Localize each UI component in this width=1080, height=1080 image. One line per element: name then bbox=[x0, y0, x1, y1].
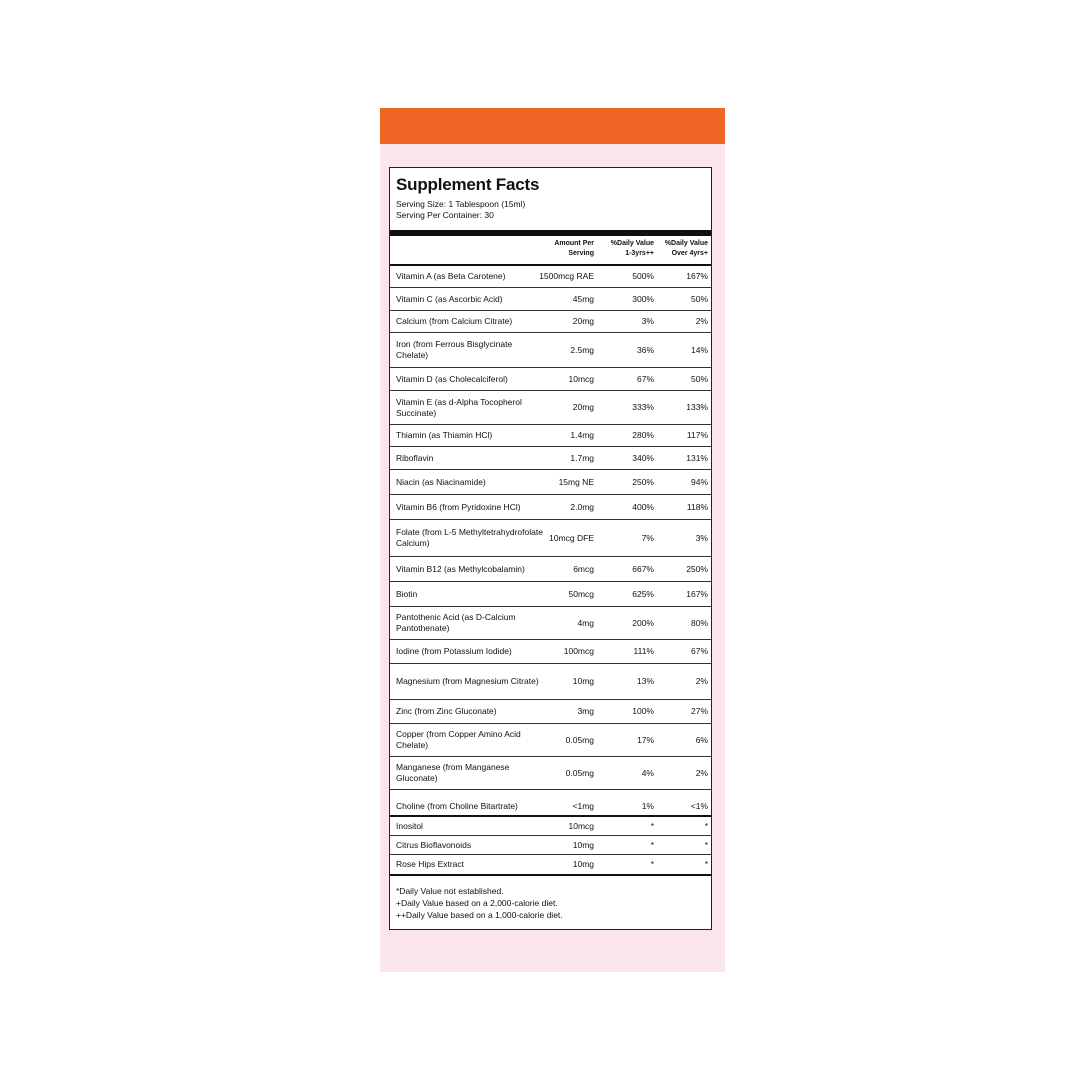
cell-dv2: * bbox=[704, 859, 708, 869]
table-row bbox=[390, 495, 711, 520]
cell-amount: 10mg bbox=[572, 676, 594, 686]
cell-dv2: 27% bbox=[690, 706, 708, 716]
cell-dv2: 250% bbox=[686, 563, 708, 574]
cell-dv1: 7% bbox=[641, 532, 654, 543]
footnote-divider bbox=[390, 874, 711, 876]
cell-name: Copper (from Copper Amino Acid Chelate) bbox=[396, 729, 521, 750]
table-row bbox=[390, 557, 711, 582]
cell-dv1: 280% bbox=[632, 430, 654, 440]
cell-amount: 100mcg bbox=[563, 646, 594, 656]
footnote-3: ++Daily Value based on a 1,000-calorie diet. bbox=[396, 910, 563, 920]
cell-name: Vitamin D (as Cholecalciferol) bbox=[396, 373, 508, 384]
cell-dv1: 13% bbox=[636, 676, 654, 686]
cell-amount: 0.05mg bbox=[565, 767, 594, 778]
cell-dv1: 17% bbox=[636, 734, 654, 745]
cell-dv1: 250% bbox=[632, 476, 654, 487]
cell-name: Magnesium (from Magnesium Citrate) bbox=[396, 676, 539, 686]
cell-name: Manganese (from Manganese Gluconate) bbox=[396, 762, 510, 783]
cell-dv1: 3% bbox=[641, 316, 654, 326]
table-row bbox=[390, 607, 711, 640]
header-dv1-line2: 1-3yrs++ bbox=[625, 250, 654, 257]
cell-dv1: 625% bbox=[632, 588, 654, 599]
cell-name: Vitamin E (as d-Alpha Tocopherol Succinate) bbox=[396, 396, 522, 418]
table-row bbox=[390, 520, 711, 557]
cell-dv2: 94% bbox=[690, 476, 708, 487]
cell-dv2: * bbox=[704, 820, 708, 831]
cell-amount: 3mg bbox=[577, 706, 594, 716]
footnote-1: *Daily Value not established. bbox=[396, 886, 504, 896]
cell-dv1: 67% bbox=[636, 373, 654, 384]
cell-amount: 4mg bbox=[577, 617, 594, 628]
table-row bbox=[390, 425, 711, 447]
cell-amount: 6mcg bbox=[573, 563, 594, 574]
cell-dv2: 2% bbox=[695, 676, 708, 686]
cell-amount: 1.7mg bbox=[570, 452, 594, 463]
cell-dv1: * bbox=[650, 859, 654, 869]
cell-dv1: 111% bbox=[633, 646, 654, 656]
table-row bbox=[390, 470, 711, 495]
cell-dv2: 2% bbox=[695, 316, 708, 326]
cell-dv2: <1% bbox=[690, 800, 708, 811]
cell-amount: 0.05mg bbox=[565, 734, 594, 745]
cell-amount: 45mg bbox=[572, 293, 594, 304]
header-dv2-line2: Over 4yrs+ bbox=[671, 250, 708, 257]
table-row bbox=[390, 640, 711, 664]
cell-dv2: 167% bbox=[686, 271, 708, 281]
table-row bbox=[390, 311, 711, 333]
cell-amount: 10mcg bbox=[568, 820, 594, 831]
table-row bbox=[390, 266, 711, 288]
table-row bbox=[390, 757, 711, 790]
cell-name: Iron (from Ferrous Bisglycinate Chelate) bbox=[396, 339, 513, 360]
cell-dv1: 100% bbox=[632, 706, 654, 716]
header-amount-line1: Amount Per bbox=[554, 240, 594, 247]
cell-dv1: 1% bbox=[641, 800, 654, 811]
cell-amount: 20mg bbox=[572, 402, 594, 412]
cell-name: Biotin bbox=[396, 588, 418, 599]
cell-amount: 10mg bbox=[572, 839, 594, 850]
cell-dv2: 67% bbox=[690, 646, 708, 656]
cell-dv2: 14% bbox=[690, 344, 708, 355]
cell-name: Rose Hips Extract bbox=[396, 859, 465, 869]
table-row bbox=[390, 817, 711, 836]
cell-name: Citrus Bioflavonoids bbox=[396, 839, 472, 850]
cell-amount: 1500mcg RAE bbox=[539, 271, 594, 281]
table-row bbox=[390, 288, 711, 311]
supplement-label-card bbox=[380, 108, 725, 972]
cell-dv2: 2% bbox=[695, 767, 708, 778]
table-row bbox=[390, 664, 711, 700]
cell-amount: <1mg bbox=[572, 800, 594, 811]
table-row bbox=[390, 855, 711, 874]
cell-dv2: 50% bbox=[690, 373, 708, 384]
cell-amount: 10mcg bbox=[568, 373, 594, 384]
cell-name: Calcium (from Calcium Citrate) bbox=[396, 316, 513, 326]
cell-dv2: 131% bbox=[686, 452, 708, 463]
cell-dv1: 340% bbox=[632, 452, 654, 463]
cell-name: Vitamin A (as Beta Carotene) bbox=[396, 271, 506, 281]
cell-dv2: 118% bbox=[686, 501, 708, 512]
cell-dv1: 300% bbox=[632, 293, 654, 304]
cell-name: Pantothenic Acid (as D-Calcium Pantothenate) bbox=[396, 612, 516, 633]
cell-amount: 2.5mg bbox=[570, 344, 594, 355]
cell-dv2: 80% bbox=[690, 617, 708, 628]
panel-title: Supplement Facts bbox=[396, 175, 540, 194]
cell-name: Iodine (from Potassium Iodide) bbox=[396, 646, 512, 656]
cell-dv2: 6% bbox=[695, 734, 708, 745]
cell-name: Thiamin (as Thiamin HCl) bbox=[396, 430, 493, 440]
cell-dv2: 50% bbox=[690, 293, 708, 304]
cell-dv2: * bbox=[704, 839, 708, 850]
table-row bbox=[390, 368, 711, 391]
header-dv-adults bbox=[656, 239, 708, 259]
cell-name: Riboflavin bbox=[396, 452, 434, 463]
cell-name: Vitamin C (as Ascorbic Acid) bbox=[396, 293, 503, 304]
cell-dv1: * bbox=[650, 820, 654, 831]
cell-dv1: 200% bbox=[632, 617, 654, 628]
table-row bbox=[390, 836, 711, 855]
header-dv1-line1: %Daily Value bbox=[610, 240, 654, 247]
cell-dv1: 667% bbox=[632, 563, 654, 574]
serving-size: Serving Size: 1 Tablespoon (15ml) bbox=[396, 199, 526, 209]
cell-dv2: 133% bbox=[686, 402, 708, 412]
cell-dv1: 500% bbox=[632, 271, 654, 281]
thick-divider bbox=[390, 230, 711, 236]
cell-name: Niacin (as Niacinamide) bbox=[396, 476, 486, 487]
cell-dv1: 333% bbox=[632, 402, 654, 412]
cell-name: Choline (from Choline Bitartrate) bbox=[396, 800, 518, 811]
cell-dv1: 4% bbox=[641, 767, 654, 778]
table-row bbox=[390, 700, 711, 724]
cell-name: Folate (from L-5 Methyltetrahydrofolate Calcium) bbox=[396, 527, 543, 548]
cell-amount: 10mg bbox=[572, 859, 594, 869]
cell-dv2: 167% bbox=[686, 588, 708, 599]
cell-amount: 1.4mg bbox=[570, 430, 594, 440]
header-dv2-line1: %Daily Value bbox=[664, 240, 708, 247]
cell-amount: 2.0mg bbox=[570, 501, 594, 512]
cell-dv1: * bbox=[650, 839, 654, 850]
table-row bbox=[390, 391, 711, 425]
cell-dv2: 3% bbox=[695, 532, 708, 543]
supplement-facts-panel bbox=[389, 167, 712, 930]
cell-dv1: 400% bbox=[632, 501, 654, 512]
header-dv-children bbox=[598, 239, 654, 259]
cell-amount: 20mg bbox=[572, 316, 594, 326]
cell-name: Vitamin B6 (from Pyridoxine HCl) bbox=[396, 501, 521, 512]
table-row bbox=[390, 333, 711, 368]
header-amount-line2: Serving bbox=[568, 250, 594, 257]
cell-name: Zinc (from Zinc Gluconate) bbox=[396, 706, 497, 716]
cell-name: Vitamin B12 (as Methylcobalamin) bbox=[396, 563, 525, 574]
cell-name: Inositol bbox=[396, 820, 423, 831]
cell-amount: 15mg NE bbox=[558, 476, 594, 487]
cell-amount: 50mcg bbox=[568, 588, 594, 599]
servings-per-container: Serving Per Container: 30 bbox=[396, 210, 494, 220]
cell-dv1: 36% bbox=[636, 344, 654, 355]
accent-band bbox=[380, 108, 725, 144]
cell-amount: 10mcg DFE bbox=[549, 532, 594, 543]
cell-dv2: 117% bbox=[686, 430, 708, 440]
table-row bbox=[390, 447, 711, 470]
table-row bbox=[390, 582, 711, 607]
table-row bbox=[390, 724, 711, 757]
footnote-2: +Daily Value based on a 2,000-calorie diet. bbox=[396, 898, 558, 908]
header-amount bbox=[538, 239, 594, 259]
